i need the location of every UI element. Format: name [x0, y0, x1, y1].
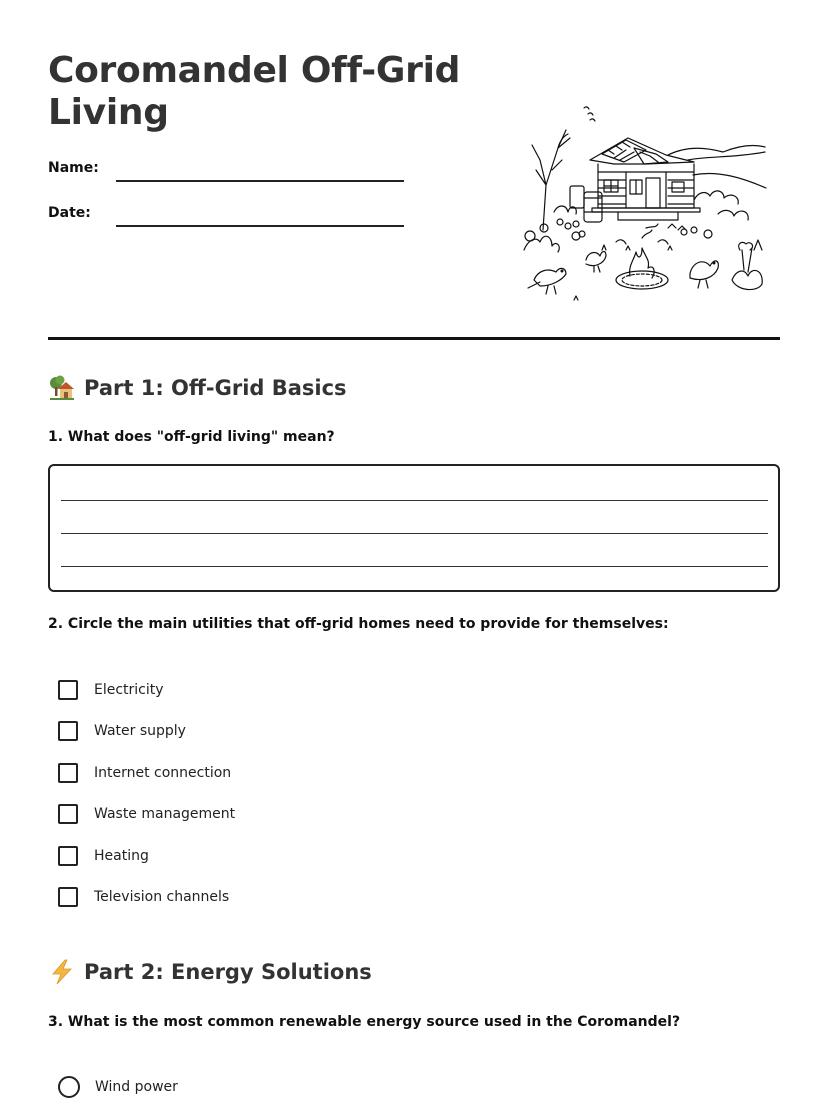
- option-internet-connection[interactable]: [58, 761, 231, 785]
- house-with-tree-icon: [48, 374, 76, 402]
- part1-heading-text: Part 1: Off-Grid Basics: [84, 376, 347, 400]
- radio-button[interactable]: [58, 1076, 80, 1098]
- name-label: Name:: [48, 160, 99, 176]
- option-waste-management[interactable]: [58, 802, 235, 826]
- checkbox[interactable]: [58, 846, 78, 866]
- date-line[interactable]: [116, 225, 404, 227]
- question-2: 2. Circle the main utilities that off-grid homes need to provide for themselves:: [48, 616, 669, 632]
- option-label: Television channels: [94, 889, 230, 905]
- answer-line: [61, 533, 768, 534]
- option-label: Electricity: [94, 682, 164, 698]
- checkbox[interactable]: [58, 721, 78, 741]
- answer-line: [61, 566, 768, 567]
- checkbox[interactable]: [58, 804, 78, 824]
- lightning-bolt-icon: [48, 958, 76, 986]
- option-electricity[interactable]: [58, 678, 164, 702]
- checkbox[interactable]: [58, 887, 78, 907]
- option-label: Heating: [94, 848, 149, 864]
- option-television-channels[interactable]: [58, 885, 229, 909]
- name-line[interactable]: [116, 180, 404, 182]
- question-1: 1. What does "off-grid living" mean?: [48, 429, 335, 445]
- answer-box-q1[interactable]: [48, 464, 780, 592]
- option-wind-power[interactable]: [58, 1075, 178, 1099]
- worksheet-title: Coromandel Off-Grid Living: [48, 50, 461, 133]
- date-label: Date:: [48, 205, 91, 221]
- name-field[interactable]: [48, 160, 408, 190]
- option-label: Water supply: [94, 723, 186, 739]
- option-heating[interactable]: [58, 844, 149, 868]
- header-divider: [48, 337, 780, 340]
- cabin-illustration: [518, 100, 772, 305]
- date-field[interactable]: [48, 205, 408, 235]
- checkbox[interactable]: [58, 763, 78, 783]
- option-label: Wind power: [95, 1079, 178, 1095]
- part1-heading: [48, 374, 347, 402]
- checkbox[interactable]: [58, 680, 78, 700]
- part2-heading-text: Part 2: Energy Solutions: [84, 960, 372, 984]
- option-water-supply[interactable]: [58, 719, 186, 743]
- part2-heading: [48, 958, 372, 986]
- question-3: 3. What is the most common renewable energy source used in the Coromandel?: [48, 1014, 681, 1030]
- option-label: Waste management: [94, 806, 236, 822]
- option-label: Internet connection: [94, 765, 232, 781]
- answer-line: [61, 500, 768, 501]
